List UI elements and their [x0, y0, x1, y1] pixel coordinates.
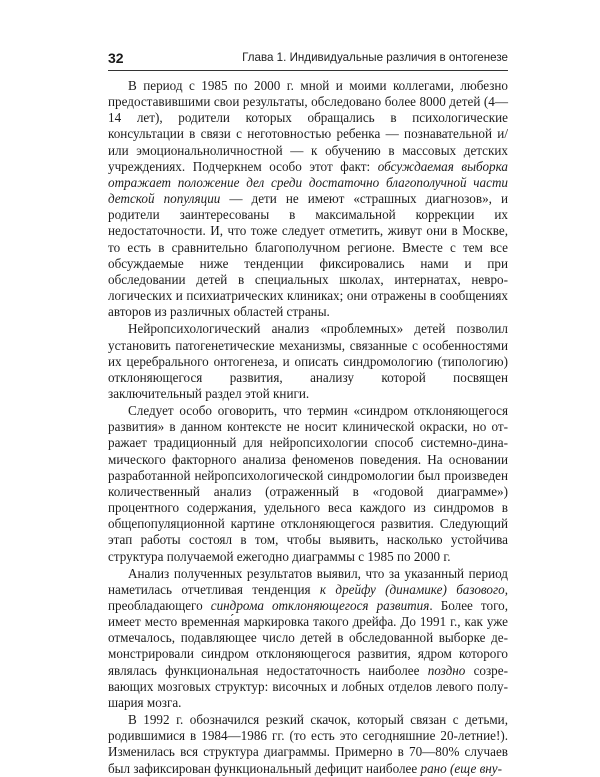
text-run: , преобладающего	[108, 581, 508, 613]
italic-run: синдрома отклоняющегося развития	[210, 598, 430, 613]
text-run: . Более того, имеет место временна́я маркировка такого дрейфа. До 1991 г., как уже отмечалось, подавляющее число детей в обследованной выборке демонстрировали синдром отклоняющегося развития, ядром которого являлась функциональная недостаточность наиболее	[108, 598, 508, 678]
text-run: Анализ полученных результатов выявил, что за указанный период наметилась отчетливая тенденция	[108, 565, 508, 597]
italic-run: обсуждаемая выборка отражает положение дел среди достаточно благополучной части детской популяции	[108, 158, 508, 207]
text-run: Нейропсихологический анализ «проблемных» детей позволил установить патогенетические механизмы, связанные с особенностями их церебрального онтогенеза, и описать синдромологию (типологию) отклоняющегося развития, анализу которой посвящен заключительный раздел этой книги.	[108, 321, 508, 401]
paragraph	[108, 712, 508, 777]
body-text	[108, 78, 508, 777]
italic-run: поздно	[427, 662, 466, 678]
paragraph	[108, 78, 508, 320]
paragraph	[108, 403, 508, 565]
text-run: — дети не имеют «страшных диагнозов», и родители заинтересованы в максимальной коррекции их недостаточности. И, что тоже следует отметить, живут они в Москве, то есть в сравнительно благополучном регионе. Вместе с тем все обсуждаемые ниже тенденции фиксировались нами и при обследовании детей в специальных школах, интернатах, неврологических и психиатрических клиниках; они отражены в сообщениях авторов из различных областей страны.	[108, 191, 508, 320]
italic-run: к дрейфу (динамике) базового	[319, 581, 505, 597]
header-rule	[108, 70, 508, 71]
text-run: созревающих мозговых структур: височных и лобных отделов левого полушария мозга.	[108, 662, 508, 710]
chapter-title: Глава 1. Индивидуальные различия в онтогенезе	[242, 51, 508, 64]
page-number: 32	[108, 50, 124, 66]
italic-run: рано (еще вну-	[420, 760, 503, 776]
running-header	[108, 50, 508, 68]
text-run: Следует особо оговорить, что термин «синдром отклоняющегося развития» в данном контексте не носит клинической окраски, но отражает традиционный для нейропсихологии способ системно-динамического факторного анализа феноменов поведения. На основании разработанной нейропсихологической синдромологии был произведен количественный анализ (отраженный в «годовой диаграмме») процентного содержания, удельного веса каждого из синдромов в общепопуляционной картине отклоняющегося развития. Следующий этап работы состоял в том, чтобы выявить, насколько устойчива структура получаемой ежегодно диаграммы с 1985 по 2000 г.	[108, 403, 508, 564]
paragraph	[108, 321, 508, 402]
paragraph	[108, 566, 508, 711]
text-run: В период с 1985 по 2000 г. мной и моими коллегами, любезно предоставившими свои результаты, обследовано более 8000 детей (4—14 лет), родители которых обращались в психологические консультации в связи с неготовностью ребенка — познавательной и/или эмоциональноличностной — к обучению в массовых детских учреждениях. Подчеркнем особо этот факт:	[108, 78, 508, 174]
text-run: В 1992 г. обозначился резкий скачок, который связан с детьми, родившимися в 1984—1986 гг. (то есть это сегодняшние 20-летние!). Изменилась вся структура диаграммы. Примерно в 70—80% случаев был зафиксирован функциональный дефицит наиболее	[108, 712, 508, 776]
